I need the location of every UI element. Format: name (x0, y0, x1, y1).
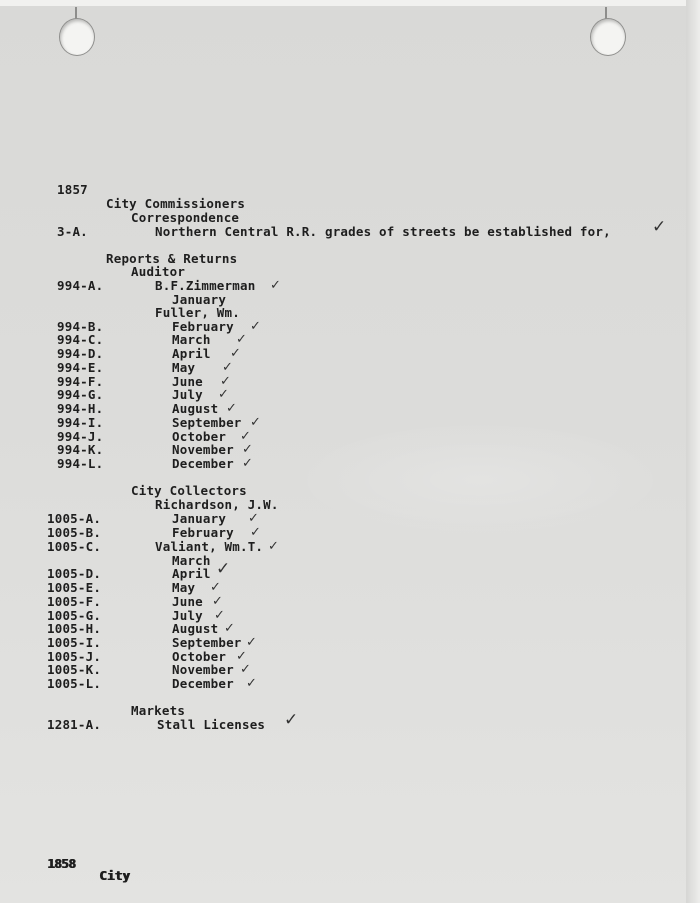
entry-code: 994-A. (57, 278, 104, 293)
check-mark-icon: ✓ (242, 442, 254, 457)
entry-row (0, 347, 700, 361)
entry-row (0, 361, 700, 375)
entry-row (0, 375, 700, 389)
entry-code: 1005-I. (47, 635, 102, 650)
footer-line (0, 869, 700, 883)
entry-row (0, 388, 700, 402)
heading-line (0, 197, 700, 211)
heading-line (0, 211, 700, 225)
entry-code: 1005-K. (47, 662, 102, 677)
check-mark-icon: ✓ (218, 387, 230, 402)
entry-row (0, 595, 700, 609)
entry-row (0, 636, 700, 650)
entry-month: March (172, 553, 211, 568)
footer-label: City (99, 868, 130, 883)
entry-code: 1281-A. (47, 717, 102, 732)
check-mark-icon: ✓ (250, 415, 262, 430)
entry-text: Valiant, Wm.T. (155, 539, 264, 554)
entry-month: February (172, 525, 234, 540)
entry-month: May (172, 360, 196, 375)
entry-row (0, 402, 700, 416)
heading-line (0, 704, 700, 718)
entry-month: December (172, 456, 234, 471)
entry-month: July (172, 387, 203, 402)
entry-row (0, 443, 700, 457)
entry-code: 1005-F. (47, 594, 102, 609)
entry-month: August (172, 401, 219, 416)
check-mark-icon: ✓ (214, 608, 226, 623)
entry-month: January (172, 511, 227, 526)
entry-code: 1005-L. (47, 676, 102, 691)
heading-correspondence: Correspondence (131, 210, 240, 225)
check-mark-icon: ✓ (270, 278, 282, 293)
check-mark-icon: ✓ (268, 539, 280, 554)
entry-code: 3-A. (57, 224, 88, 239)
entry-row (0, 609, 700, 623)
entry-code: 1005-G. (47, 608, 102, 623)
entry-month: November (172, 662, 234, 677)
check-mark-icon: ✓ (242, 456, 254, 471)
heading-auditor: Auditor (131, 264, 186, 279)
entry-row (0, 293, 700, 307)
check-mark-icon: ✓ (216, 559, 231, 579)
entry-code: 994-J. (57, 429, 104, 444)
heading-line (0, 484, 700, 498)
check-mark-icon: ✓ (224, 621, 236, 636)
check-mark-icon: ✓ (248, 511, 260, 526)
entry-code: 994-H. (57, 401, 104, 416)
entry-month: November (172, 442, 234, 457)
entry-code: 1005-H. (47, 621, 102, 636)
entry-row (0, 663, 700, 677)
entry-code: 994-E. (57, 360, 104, 375)
entry-text: Fuller, Wm. (155, 305, 240, 320)
entry-row (0, 554, 700, 568)
entry-text: Northern Central R.R. grades of streets be established for, (155, 224, 611, 239)
entry-row (0, 622, 700, 636)
footer-code: 1858 (47, 856, 76, 871)
check-mark-icon: ✓ (220, 374, 232, 389)
check-mark-icon: ✓ (652, 217, 667, 237)
entry-row (0, 457, 700, 471)
entry-month: April (172, 566, 211, 581)
entry-text: Stall Licenses (157, 717, 266, 732)
heading-city-collectors: City Collectors (131, 483, 247, 498)
check-mark-icon: ✓ (240, 429, 252, 444)
entry-row (0, 306, 700, 320)
punch-hole-left (59, 18, 95, 56)
check-mark-icon: ✓ (212, 594, 224, 609)
check-mark-icon: ✓ (246, 635, 258, 650)
page-number: 1857 (57, 182, 88, 197)
entry-row (0, 581, 700, 595)
entry-month: June (172, 594, 203, 609)
entry-month: May (172, 580, 196, 595)
entry-month: October (172, 429, 227, 444)
entry-month: December (172, 676, 234, 691)
entry-code: 1005-D. (47, 566, 102, 581)
entry-code: 994-I. (57, 415, 104, 430)
heading-reports-returns: Reports & Returns (106, 251, 238, 266)
entry-code: 1005-J. (47, 649, 102, 664)
check-mark-icon: ✓ (250, 525, 262, 540)
check-mark-icon: ✓ (236, 649, 248, 664)
heading-markets: Markets (131, 703, 186, 718)
entry-text: January (172, 292, 227, 307)
entry-code: 994-B. (57, 319, 104, 334)
entry-code: 994-C. (57, 332, 104, 347)
page-number-line (0, 183, 700, 197)
entry-month: September (172, 635, 242, 650)
entry-row (0, 498, 700, 512)
check-mark-icon: ✓ (222, 360, 234, 375)
entry-text: Richardson, J.W. (155, 497, 279, 512)
entry-month: August (172, 621, 219, 636)
entry-month: February (172, 319, 234, 334)
entry-month: June (172, 374, 203, 389)
punch-hole-right (590, 18, 626, 56)
entry-code: 1005-E. (47, 580, 102, 595)
heading-city-commissioners: City Commissioners (106, 196, 246, 211)
entry-row (0, 540, 700, 554)
entry-code: 994-L. (57, 456, 104, 471)
entry-code: 1005-C. (47, 539, 102, 554)
entry-row (0, 677, 700, 691)
entry-month: July (172, 608, 203, 623)
entry-row (0, 279, 700, 293)
entry-code: 994-F. (57, 374, 104, 389)
check-mark-icon: ✓ (210, 580, 222, 595)
entry-code: 1005-A. (47, 511, 102, 526)
check-mark-icon: ✓ (250, 319, 262, 334)
check-mark-icon: ✓ (230, 346, 242, 361)
entry-text: B.F.Zimmerman (155, 278, 256, 293)
entry-code: 1005-B. (47, 525, 102, 540)
entry-row (0, 320, 700, 334)
check-mark-icon: ✓ (236, 332, 248, 347)
entry-month: March (172, 332, 211, 347)
entry-row (0, 526, 700, 540)
page-top-edge (0, 0, 700, 6)
check-mark-icon: ✓ (240, 662, 252, 677)
entry-code: 994-D. (57, 346, 104, 361)
entry-row (0, 512, 700, 526)
entry-month: September (172, 415, 242, 430)
entry-month: October (172, 649, 227, 664)
entry-code: 994-K. (57, 442, 104, 457)
entry-row (0, 650, 700, 664)
heading-line (0, 265, 700, 279)
check-mark-icon: ✓ (226, 401, 238, 416)
entry-code: 994-G. (57, 387, 104, 402)
heading-line (0, 252, 700, 266)
check-mark-icon: ✓ (284, 710, 299, 730)
check-mark-icon: ✓ (246, 676, 258, 691)
entry-month: April (172, 346, 211, 361)
entry-row (0, 430, 700, 444)
entry-row (0, 333, 700, 347)
entry-row (0, 416, 700, 430)
